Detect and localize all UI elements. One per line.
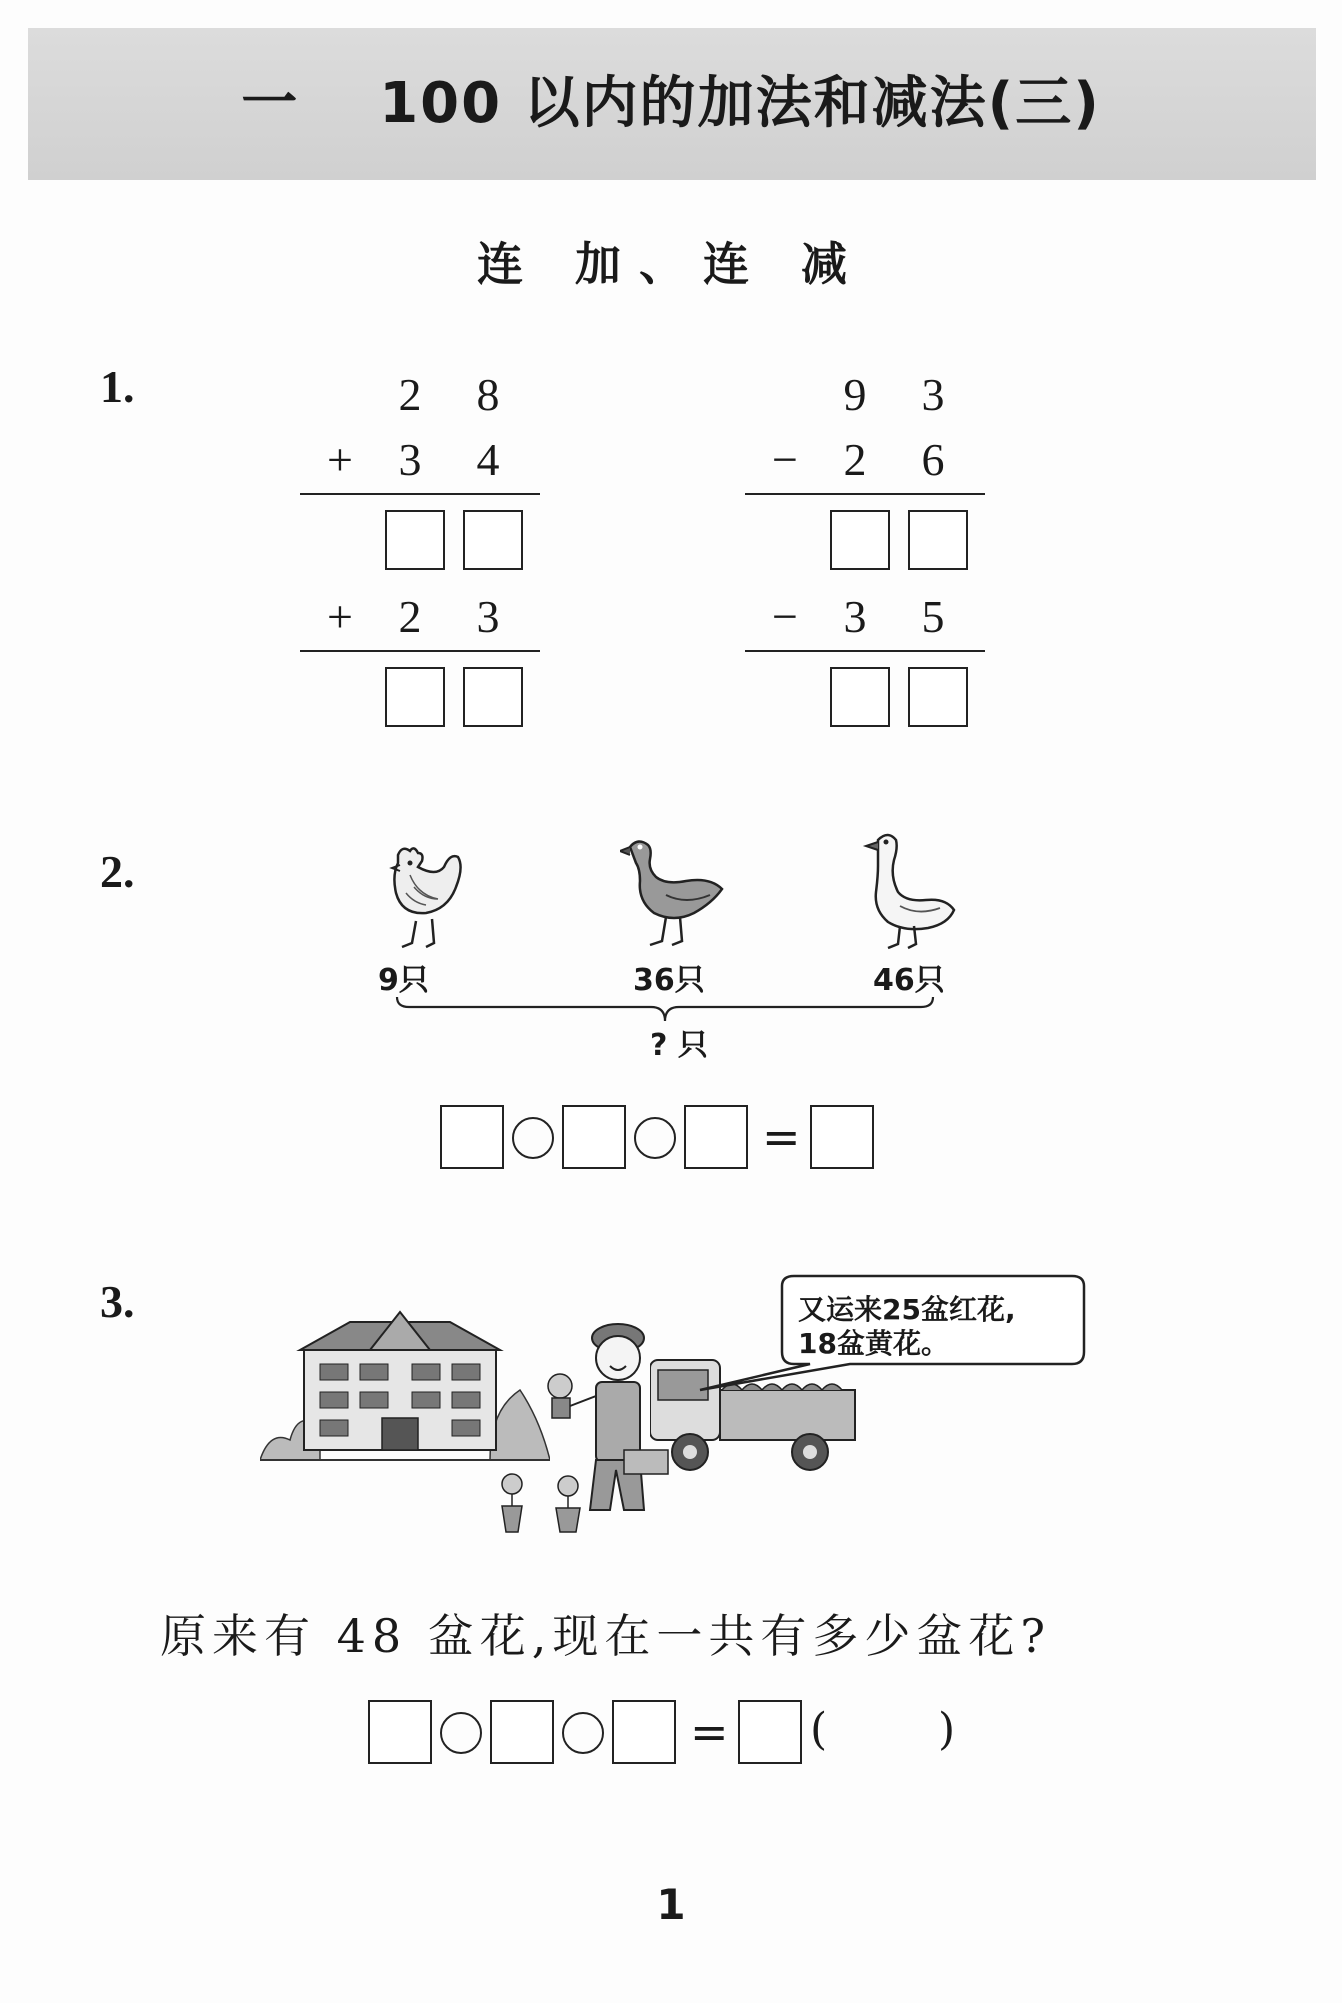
section-title: 连 加、连 减: [476, 237, 866, 291]
chicken-illustration: [370, 835, 470, 955]
operator-circle[interactable]: [512, 1117, 554, 1159]
unit-paren-open: (: [810, 1704, 828, 1755]
digit: 9: [843, 369, 867, 420]
result-box[interactable]: [810, 1105, 874, 1169]
answer-box[interactable]: [368, 1700, 432, 1764]
digit: 3: [398, 434, 422, 485]
equals-sign: =: [690, 1705, 729, 1759]
answer-box[interactable]: [908, 510, 968, 570]
difference-line: [745, 650, 985, 652]
operator-circle[interactable]: [440, 1712, 482, 1754]
page-number: 1: [656, 1880, 686, 1929]
answer-box[interactable]: [830, 510, 890, 570]
difference-line: [745, 493, 985, 495]
digit: 5: [921, 591, 945, 642]
q3-equation: [368, 1700, 968, 1764]
digit: 4: [476, 434, 500, 485]
plus-sign: +: [327, 591, 353, 642]
calc-row-op1: [745, 430, 985, 490]
calc-row-op2: [745, 587, 985, 647]
calc-row-op2: [300, 587, 540, 647]
sum-line: [300, 650, 540, 652]
answer-box[interactable]: [612, 1700, 676, 1764]
goose-count-label: 46只: [873, 963, 945, 998]
question-1-number: 1.: [100, 361, 135, 412]
question-2-number: 2.: [100, 846, 135, 897]
answer-box[interactable]: [385, 667, 445, 727]
digit: 3: [476, 591, 500, 642]
plus-sign: +: [327, 434, 353, 485]
duck-count-label: 36只: [633, 963, 705, 998]
total-unknown-label: ? 只: [650, 1028, 708, 1063]
building-illustration: [260, 1300, 550, 1480]
answer-box[interactable]: [463, 667, 523, 727]
digit: 2: [843, 434, 867, 485]
chapter-title-text: 100 以内的加法和减法(三): [379, 71, 1101, 136]
answer-box[interactable]: [463, 510, 523, 570]
q2-equation: [440, 1105, 880, 1169]
speech-line-1: 又运来25盆红花,: [798, 1293, 1016, 1326]
answer-box[interactable]: [385, 510, 445, 570]
result-box[interactable]: [738, 1700, 802, 1764]
answer-box[interactable]: [562, 1105, 626, 1169]
chapter-title: [0, 28, 1342, 180]
digit: 3: [921, 369, 945, 420]
operator-circle[interactable]: [634, 1117, 676, 1159]
calc-row-top: [300, 365, 540, 425]
digit: 6: [921, 434, 945, 485]
answer-box[interactable]: [908, 667, 968, 727]
flower-pots-illustration: [490, 1470, 600, 1540]
answer-box[interactable]: [490, 1700, 554, 1764]
digit: 2: [398, 591, 422, 642]
minus-sign: −: [772, 591, 798, 642]
question-3-number: 3.: [100, 1276, 135, 1327]
calc-row-op1: [300, 430, 540, 490]
unit-paren-close: ): [938, 1704, 956, 1755]
word-problem-question: 原来有 48 盆花,现在一共有多少盆花?: [160, 1609, 1052, 1663]
equals-sign: =: [762, 1110, 801, 1164]
digit: 3: [843, 591, 867, 642]
chicken-count-label: 9只: [378, 963, 429, 998]
calc-row-top: [745, 365, 985, 425]
operator-circle[interactable]: [562, 1712, 604, 1754]
answer-box[interactable]: [440, 1105, 504, 1169]
sum-line: [300, 493, 540, 495]
minus-sign: −: [772, 434, 798, 485]
speech-line-2: 18盆黄花。: [798, 1327, 949, 1360]
digit: 2: [398, 369, 422, 420]
digit: 8: [476, 369, 500, 420]
duck-illustration: [620, 835, 730, 955]
goose-illustration: [860, 830, 960, 955]
answer-box[interactable]: [684, 1105, 748, 1169]
answer-box[interactable]: [830, 667, 890, 727]
chapter-number: 一: [241, 71, 300, 136]
